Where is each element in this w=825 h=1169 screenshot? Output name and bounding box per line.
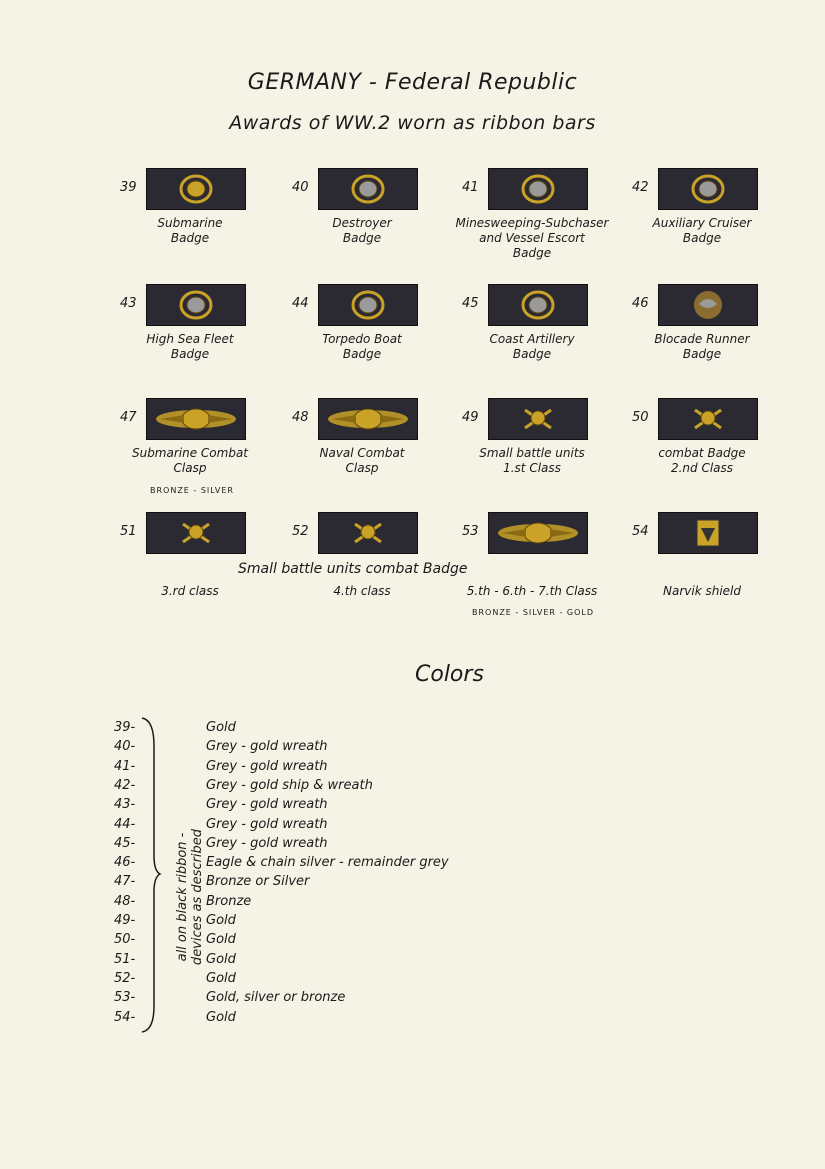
color-row-number: 47- [114,874,136,890]
color-row-value: Grey - gold wreath [206,816,328,832]
badge-device-icon [691,174,725,204]
color-row-value: Eagle & chain silver - remainder grey [206,855,449,871]
badge-device-icon [521,290,555,320]
color-row [114,759,534,778]
color-row-value: Grey - gold wreath [206,835,328,851]
color-row-value: Gold [206,720,236,735]
badge-caption: Blocade Runner Badge [654,332,750,361]
badge-item [632,398,825,508]
badge-device-icon [154,405,238,433]
badge-device-icon [179,518,213,548]
color-row-value: Bronze or Silver [206,874,310,890]
ribbon-bar [318,398,418,440]
badge-caption: 4.th class [333,584,391,598]
ribbon-bar [146,168,246,210]
page-subtitle: Awards of WW.2 worn as ribbon bars [229,112,596,134]
badge-item [632,284,825,394]
color-row [114,739,534,758]
badge-device-icon [326,405,410,433]
color-row [114,797,534,816]
badge-device-icon [351,174,385,204]
badge-device-icon [691,518,725,548]
badge-caption: Minesweeping-Subchaser and Vessel Escort Badge [455,216,609,260]
ribbon-bar [318,284,418,326]
badge-device-icon [351,518,385,548]
ribbon-bar [658,398,758,440]
color-row [114,894,534,913]
badge-number: 53 [462,524,479,539]
color-row-value: Gold [206,951,236,967]
colors-title: Colors [415,662,484,687]
color-row-number: 49- [114,913,136,928]
badge-number: 45 [462,296,479,311]
color-row-number: 45- [114,835,136,851]
color-row [114,836,534,855]
ribbon-bar [658,168,758,210]
color-row-number: 44- [114,816,136,832]
color-row-value: Gold [206,932,236,948]
badge-caption: Small battle units 1.st Class [479,446,585,475]
badge-number: 51 [120,524,137,539]
badge-device-icon [521,174,555,204]
badge-number: 42 [632,180,649,195]
color-row [114,855,534,874]
color-row-number: 40- [114,739,136,755]
badge-device-icon [179,290,213,320]
badge-caption: Naval Combat Clasp [319,446,405,475]
badge-device-icon [351,290,385,320]
color-row-value: Gold [206,970,236,986]
color-row [114,778,534,797]
badge-number: 41 [462,180,479,195]
page-title: GERMANY - Federal Republic [247,70,578,95]
ribbon-bar [146,398,246,440]
badge-number: 44 [292,296,309,311]
badge-number: 46 [632,296,649,311]
badge-caption: 3.rd class [161,584,219,598]
ribbon-bar [488,398,588,440]
badge-caption: Submarine Combat Clasp [131,446,249,475]
color-row [114,1010,534,1029]
ribbon-bar [318,512,418,554]
badge-note: BRONZE - SILVER [150,486,234,495]
color-row-number: 41- [114,758,136,774]
color-row-number: 51- [114,951,136,967]
badge-caption: Destroyer Badge [332,216,392,245]
badge-number: 48 [292,410,309,425]
color-row-value: Bronze [206,893,252,909]
color-row-value: Grey - gold wreath [206,797,328,813]
badge-item [632,168,825,278]
color-row [114,971,534,990]
color-row-value: Grey - gold wreath [206,739,328,755]
color-row [114,874,534,893]
badge-number: 50 [632,410,649,425]
color-row [114,952,534,971]
badge-caption: combat Badge 2.nd Class [658,446,746,475]
color-row [114,720,534,739]
ribbon-bar [658,284,758,326]
color-row-number: 42- [114,777,136,793]
ribbon-bar [658,512,758,554]
badge-number: 43 [120,296,137,311]
ribbon-bar [488,512,588,554]
color-row [114,932,534,951]
color-row-value: Grey - gold wreath [206,758,328,774]
color-row-number: 50- [114,932,136,948]
badge-number: 40 [292,180,309,195]
colors-side-note: all on black ribbon - devices as described [175,828,205,966]
row4-caption: Small battle units combat Badge [238,561,468,577]
badge-note: BRONZE - SILVER - GOLD [472,608,595,617]
color-row [114,817,534,836]
color-row-value: Grey - gold ship & wreath [206,777,373,793]
badge-caption: Auxiliary Cruiser Badge [652,216,752,245]
badge-device-icon [521,404,555,434]
color-row-number: 48- [114,893,136,909]
badge-device-icon [691,404,725,434]
badge-number: 47 [120,410,137,425]
badge-item [632,512,825,622]
color-row-number: 54- [114,1009,136,1025]
badge-device-icon [691,290,725,320]
badge-caption: Narvik shield [663,584,741,598]
color-row [114,913,534,932]
color-row-value: Gold, silver or bronze [206,990,346,1006]
badge-device-icon [179,174,213,204]
badge-number: 49 [462,410,479,425]
ribbon-bar [488,284,588,326]
badge-number: 54 [632,524,649,539]
badge-caption: Torpedo Boat Badge [322,332,402,361]
badge-caption: Coast Artillery Badge [489,332,575,361]
badge-number: 52 [292,524,309,539]
badge-caption: Submarine Badge [157,216,223,245]
ribbon-bar [146,512,246,554]
badge-caption: High Sea Fleet Badge [146,332,234,361]
badge-number: 39 [120,180,137,195]
badge-device-icon [496,519,580,547]
ribbon-bar [318,168,418,210]
color-row-number: 52- [114,970,136,986]
ribbon-bar [488,168,588,210]
badge-caption: 5.th - 6.th - 7.th Class [466,584,598,598]
color-row-number: 39- [114,720,136,735]
color-row [114,990,534,1009]
color-row-number: 53- [114,990,136,1006]
color-row-value: Gold [206,913,236,928]
color-row-number: 46- [114,855,136,871]
color-row-value: Gold [206,1009,236,1025]
color-row-number: 43- [114,797,136,813]
ribbon-bar [146,284,246,326]
